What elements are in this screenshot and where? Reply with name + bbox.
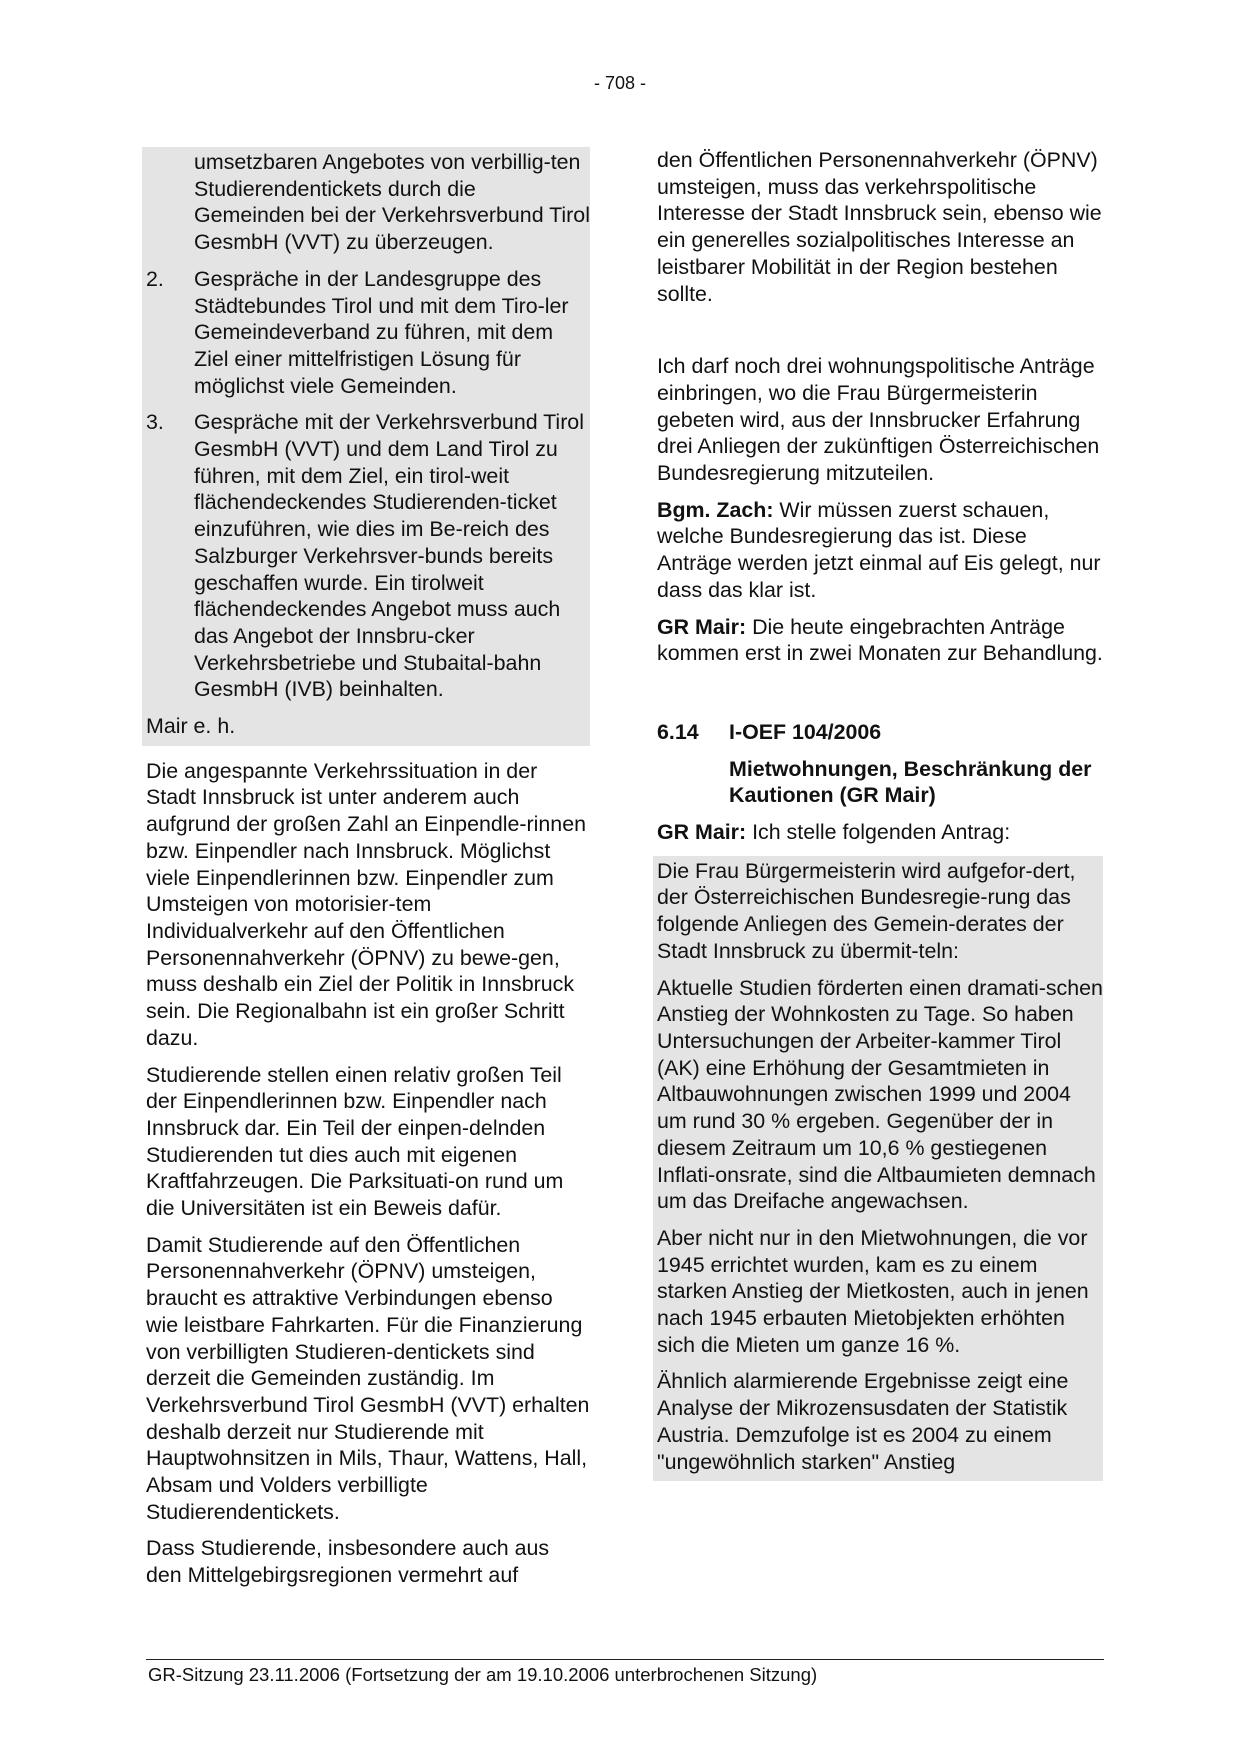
paragraph: Die angespannte Verkehrssituation in der Stadt Innsbruck ist unter anderem auch aufgrund der großen Zahl an Einpendle-rinnen bzw. Einpendler nach Innsbruck. Möglichst viele Einpendlerinnen bzw. Einpendler zum Umsteigen von motorisier-tem Individualverkehr auf den Öffentlichen Personennahverkehr (ÖPNV) zu bewe-gen, muss deshalb ein Ziel der Politik in Innsbruck sein. Die Regionalbahn ist ein großer Schritt dazu.: [146, 758, 586, 1050]
motion-paragraph: Ähnlich alarmierende Ergebnisse zeigt eine Analyse der Mikrozensusdaten der Statistik Austria. Demzufolge ist es 2004 zu einem "ungewöhnlich starken" Anstieg: [657, 1369, 1069, 1474]
list-item-text: Gespräche in der Landesgruppe des Städtebundes Tirol und mit dem Tiro-ler Gemeindeverband zu führen, mit dem Ziel einer mittelfristigen Lösung für möglichst viele Gemeinden.: [194, 266, 569, 398]
speaker-name: GR Mair:: [657, 820, 747, 845]
speech-text: Wir müssen zuerst schauen, welche Bundesregierung das ist. Diese Anträge werden jetzt einmal auf Eis gelegt, nur dass das klar ist.: [657, 497, 1101, 602]
paragraph: Damit Studierende auf den Öffentlichen Personennahverkehr (ÖPNV) umsteigen, braucht es attraktive Verbindungen ebenso wie leistbare Fahrkarten. Für die Finanzierung von verbilligten Studieren-dentickets sind derzeit die Gemeinden zuständig. Im Verkehrsverbund Tirol GesmbH (VVT) erhalten deshalb derzeit nur Studierende mit Hauptwohnsitzen in Mils, Thaur, Wattens, Hall, Absam und Volders verbilligte Studierendentickets.: [146, 1232, 590, 1524]
page-footer: GR-Sitzung 23.11.2006 (Fortsetzung der am 19.10.2006 unterbrochenen Sitzung): [148, 1664, 818, 1685]
motion-list-block: [142, 147, 590, 746]
agenda-number: 6.14: [657, 719, 699, 744]
speech: [657, 819, 1103, 846]
paragraph: Studierende stellen einen relativ großen Teil der Einpendlerinnen bzw. Einpendler nach Innsbruck dar. Ein Teil der einpen-delnden Studierenden tut dies auch mit eigenen Kraftfahrzeugen. Die Parksituati-on rund um die Universitäten ist ein Beweis dafür.: [146, 1062, 564, 1221]
paragraph: Dass Studierende, insbesondere auch aus den Mittelgebirgsregionen vermehrt auf: [146, 1536, 550, 1588]
list-item-text: Gespräche mit der Verkehrsverbund Tirol GesmbH (VVT) und dem Land Tirol zu führen, mit dem Ziel, ein tirol-weit flächendeckendes Studierenden-ticket einzuführen, wie dies im Be-reich des Salzburger Verkehrsver-bunds bereits geschaffen wurde. Ein tirolweit flächendeckendes Angebot muss auch das Angebot der Innsbru-cker Verkehrsbetriebe und Stubaital-bahn GesmbH (IVB) beinhalten.: [194, 410, 584, 702]
signature: Mair e. h.: [146, 714, 236, 739]
list-item: [146, 409, 590, 703]
list-item-number: 2.: [146, 266, 164, 291]
speech: [657, 614, 1103, 667]
list-item: [146, 266, 590, 400]
paragraph: Ich darf noch drei wohnungspolitische Anträge einbringen, wo die Frau Bürgermeisterin gebeten wird, aus der Innsbrucker Erfahrung drei Anliegen der zukünftigen Österreichischen Bundesregierung mitzuteilen.: [657, 354, 1100, 486]
motion-paragraph: Aktuelle Studien förderten einen dramati-schen Anstieg der Wohnkosten zu Tage. So haben Untersuchungen der Arbeiter-kammer Tirol (AK) eine Erhöhung der Gesamtmieten in Altbauwohnungen zwischen 1999 und 2004 um rund 30 % ergeben. Gegenüber der in diesem Zeitraum um 10,6 % gestiegenen Inflati-onsrate, sind die Altbaumieten demnach um das Dreifache angewachsen.: [657, 975, 1103, 1214]
list-item-number: 3.: [146, 410, 164, 435]
paragraph: den Öffentlichen Personennahverkehr (ÖPNV) umsteigen, muss das verkehrspolitische Interesse der Stadt Innsbruck sein, ebenso wie ein generelles sozialpolitisches Interesse an leistbarer Mobilität in der Region bestehen sollte.: [657, 148, 1102, 306]
motion-paragraph: Aber nicht nur in den Mietwohnungen, die vor 1945 errichtet wurden, kam es zu einem starken Anstieg der Mietkosten, auch in jenen nach 1945 erbauten Mietobjekten erhöhten sich die Mieten um ganze 16 %.: [657, 1225, 1089, 1357]
agenda-heading: [657, 719, 1103, 746]
agenda-reference: I-OEF 104/2006: [729, 719, 882, 744]
speech-text: Die heute eingebrachten Anträge kommen erst in zwei Monaten zur Behandlung.: [657, 614, 1103, 666]
speech: [657, 497, 1103, 604]
motion-paragraph: Die Frau Bürgermeisterin wird aufgefor-dert, der Österreichischen Bundesregie-rung das folgende Anliegen des Gemein-derates der Stadt Innsbruck zu übermit-teln:: [657, 858, 1076, 963]
page-number: - 708 -: [593, 73, 647, 93]
speaker-name: Bgm. Zach:: [657, 497, 774, 522]
motion-text-block: [653, 856, 1103, 1481]
left-column: [146, 147, 590, 1599]
speech-text: Ich stelle folgenden Antrag:: [746, 820, 1011, 845]
right-column: [657, 147, 1103, 1481]
list-item-continuation: umsetzbaren Angebotes von verbillig-ten Studierendentickets durch die Gemeinden bei der Verkehrsverbund Tirol GesmbH (VVT) zu überzeugen.: [194, 150, 590, 255]
footer-divider: [146, 1659, 1104, 1660]
speaker-name: GR Mair:: [657, 614, 747, 639]
agenda-title: Mietwohnungen, Beschränkung der Kautionen (GR Mair): [729, 756, 1092, 808]
